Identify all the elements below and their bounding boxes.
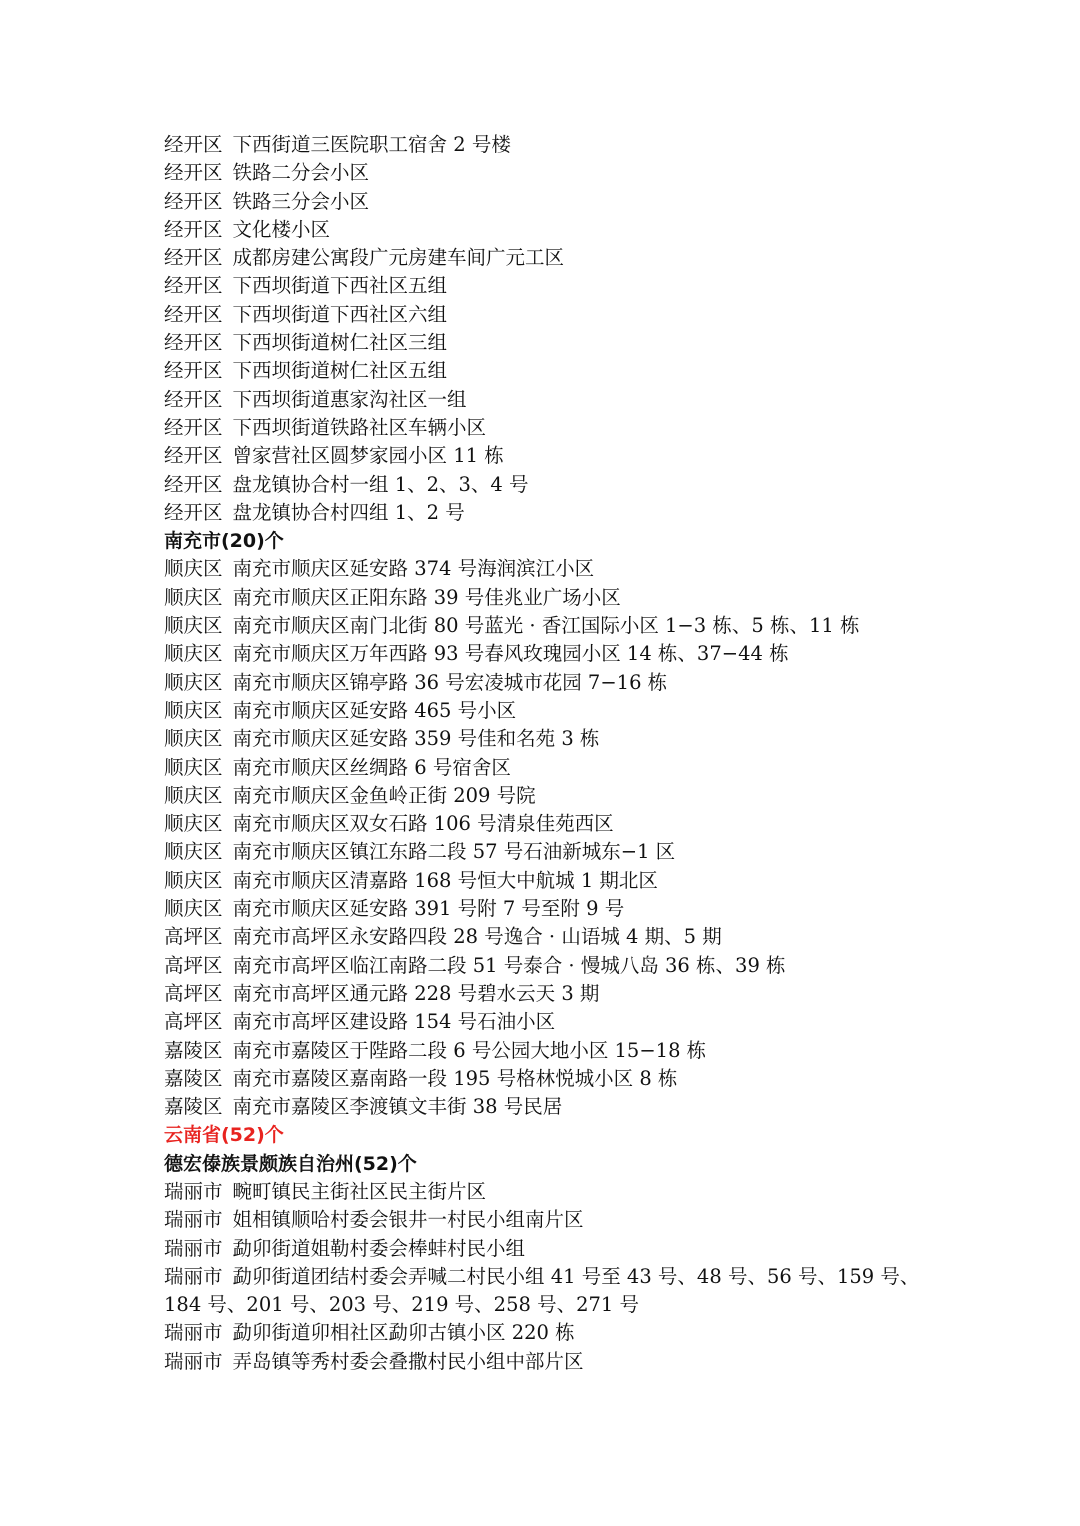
address-text: 南充市嘉陵区于陛路二段 6 号公园大地小区 15−18 栋 [232, 1038, 707, 1062]
address-text: 南充市顺庆区延安路 359 号佳和名苑 3 栋 [232, 727, 600, 751]
address-text: 文化楼小区 [232, 217, 331, 241]
address-row [164, 216, 924, 244]
address-text: 铁路三分会小区 [232, 189, 370, 213]
address-row [164, 555, 924, 583]
address-row [164, 838, 924, 866]
address-row [164, 499, 924, 527]
district-name: 经开区 [164, 387, 223, 411]
address-text: 下西坝街道惠家沟社区一组 [232, 387, 467, 411]
address-row [164, 640, 924, 668]
district-name: 经开区 [164, 302, 223, 326]
address-row [164, 159, 924, 187]
district-name: 瑞丽市 [164, 1179, 223, 1203]
district-name: 顺庆区 [164, 727, 223, 751]
address-row [164, 782, 924, 810]
district-name: 顺庆区 [164, 614, 223, 638]
district-name: 经开区 [164, 161, 223, 185]
address-text: 南充市嘉陵区李渡镇文丰街 38 号民居 [232, 1095, 563, 1119]
district-name: 瑞丽市 [164, 1236, 223, 1260]
address-text: 勐卯街道团结村委会弄喊二村民小组 41 号至 43 号、48 号、56 号、159 号、184 号、201 号、203 号、219 号、258 号、271 号 [164, 1264, 920, 1317]
address-text: 姐相镇顺哈村委会银井一村民小组南片区 [232, 1208, 584, 1232]
district-name: 瑞丽市 [164, 1264, 223, 1288]
address-text: 南充市顺庆区金鱼岭正街 209 号院 [232, 783, 536, 807]
address-row [164, 357, 924, 385]
document-page [164, 131, 924, 1376]
district-name: 嘉陵区 [164, 1066, 223, 1090]
district-name: 顺庆区 [164, 783, 223, 807]
address-text: 南充市高坪区通元路 228 号碧水云天 3 期 [232, 981, 600, 1005]
address-text: 下西坝街道树仁社区五组 [232, 359, 448, 383]
address-row [164, 725, 924, 753]
district-name: 经开区 [164, 444, 223, 468]
address-row [164, 697, 924, 725]
address-text: 南充市顺庆区双女石路 106 号清泉佳苑西区 [232, 812, 614, 836]
district-name: 顺庆区 [164, 670, 223, 694]
district-name: 顺庆区 [164, 698, 223, 722]
district-name: 瑞丽市 [164, 1321, 223, 1345]
district-name: 经开区 [164, 217, 223, 241]
district-name: 经开区 [164, 500, 223, 524]
district-name: 经开区 [164, 246, 223, 270]
address-row [164, 1093, 924, 1121]
district-name: 顺庆区 [164, 642, 223, 666]
district-name: 顺庆区 [164, 585, 223, 609]
address-text: 曾家营社区圆梦家园小区 11 栋 [232, 444, 504, 468]
address-row [164, 1235, 924, 1263]
district-name: 瑞丽市 [164, 1349, 223, 1373]
address-text: 勐卯街道卯相社区勐卯古镇小区 220 栋 [232, 1321, 575, 1345]
address-row [164, 1037, 924, 1065]
district-name: 经开区 [164, 274, 223, 298]
district-name: 顺庆区 [164, 868, 223, 892]
address-row [164, 301, 924, 329]
address-row [164, 244, 924, 272]
address-text: 下西坝街道下西社区六组 [232, 302, 448, 326]
district-name: 经开区 [164, 331, 223, 355]
address-row [164, 471, 924, 499]
district-name: 顺庆区 [164, 755, 223, 779]
district-name: 经开区 [164, 472, 223, 496]
district-name: 嘉陵区 [164, 1038, 223, 1062]
district-name: 经开区 [164, 133, 223, 156]
address-row [164, 810, 924, 838]
address-text: 南充市顺庆区锦亭路 36 号宏凌城市花园 7−16 栋 [232, 670, 668, 694]
address-text: 南充市顺庆区万年西路 93 号春风玫瑰园小区 14 栋、37−44 栋 [232, 642, 789, 666]
district-name: 顺庆区 [164, 840, 223, 864]
address-row [164, 329, 924, 357]
address-row [164, 895, 924, 923]
address-text: 南充市顺庆区丝绸路 6 号宿舍区 [232, 755, 511, 779]
district-name: 顺庆区 [164, 557, 223, 581]
address-text: 下西街道三医院职工宿舍 2 号楼 [232, 133, 511, 156]
section-heading: 南充市(20)个 [164, 530, 284, 553]
address-text: 下西坝街道下西社区五组 [232, 274, 448, 298]
address-row [164, 386, 924, 414]
address-row [164, 1263, 924, 1320]
address-row [164, 669, 924, 697]
address-text: 南充市顺庆区镇江东路二段 57 号石油新城东−1 区 [232, 840, 676, 864]
address-text: 弄岛镇等秀村委会叠撒村民小组中部片区 [232, 1349, 584, 1373]
address-row [164, 1206, 924, 1234]
address-text: 南充市嘉陵区嘉南路一段 195 号格林悦城小区 8 栋 [232, 1066, 678, 1090]
address-text: 盘龙镇协合村四组 1、2 号 [232, 500, 465, 524]
district-name: 高坪区 [164, 953, 223, 977]
address-row [164, 272, 924, 300]
address-row [164, 1008, 924, 1036]
address-row [164, 1065, 924, 1093]
address-text: 铁路二分会小区 [232, 161, 370, 185]
district-name: 高坪区 [164, 1010, 223, 1034]
address-text: 南充市高坪区建设路 154 号石油小区 [232, 1010, 556, 1034]
address-text: 南充市顺庆区清嘉路 168 号恒大中航城 1 期北区 [232, 868, 658, 892]
address-text: 南充市高坪区永安路四段 28 号逸合 · 山语城 4 期、5 期 [232, 925, 722, 949]
address-row [164, 923, 924, 951]
address-row [164, 442, 924, 470]
address-text: 南充市顺庆区延安路 391 号附 7 号至附 9 号 [232, 897, 625, 921]
address-row [164, 952, 924, 980]
address-row [164, 1178, 924, 1206]
address-text: 盘龙镇协合村一组 1、2、3、4 号 [232, 472, 529, 496]
district-name: 经开区 [164, 359, 223, 383]
district-name: 经开区 [164, 415, 223, 439]
address-text: 南充市顺庆区延安路 465 号小区 [232, 698, 517, 722]
district-name: 经开区 [164, 189, 223, 213]
address-row [164, 867, 924, 895]
address-row [164, 131, 924, 159]
address-text: 下西坝街道铁路社区车辆小区 [232, 415, 487, 439]
address-text: 畹町镇民主街社区民主街片区 [232, 1179, 487, 1203]
section-heading: 德宏傣族景颇族自治州(52)个 [164, 1152, 417, 1175]
address-text: 南充市顺庆区南门北街 80 号蓝光 · 香江国际小区 1−3 栋、5 栋、11 栋 [232, 614, 860, 638]
address-row [164, 188, 924, 216]
section-heading: 云南省(52)个 [164, 1124, 284, 1147]
address-row [164, 584, 924, 612]
district-name: 顺庆区 [164, 897, 223, 921]
address-text: 南充市高坪区临江南路二段 51 号泰合 · 慢城八岛 36 栋、39 栋 [232, 953, 786, 977]
address-text: 勐卯街道姐勒村委会棒蚌村民小组 [232, 1236, 526, 1260]
district-name: 瑞丽市 [164, 1208, 223, 1232]
address-row [164, 980, 924, 1008]
address-text: 下西坝街道树仁社区三组 [232, 331, 448, 355]
district-name: 高坪区 [164, 925, 223, 949]
address-row [164, 1319, 924, 1347]
district-name: 嘉陵区 [164, 1095, 223, 1119]
address-row [164, 754, 924, 782]
address-text: 南充市顺庆区延安路 374 号海润滨江小区 [232, 557, 595, 581]
district-name: 高坪区 [164, 981, 223, 1005]
address-text: 成都房建公寓段广元房建车间广元工区 [232, 246, 565, 270]
address-row [164, 612, 924, 640]
district-name: 顺庆区 [164, 812, 223, 836]
address-text: 南充市顺庆区正阳东路 39 号佳兆业广场小区 [232, 585, 621, 609]
address-row [164, 1348, 924, 1376]
address-row [164, 414, 924, 442]
